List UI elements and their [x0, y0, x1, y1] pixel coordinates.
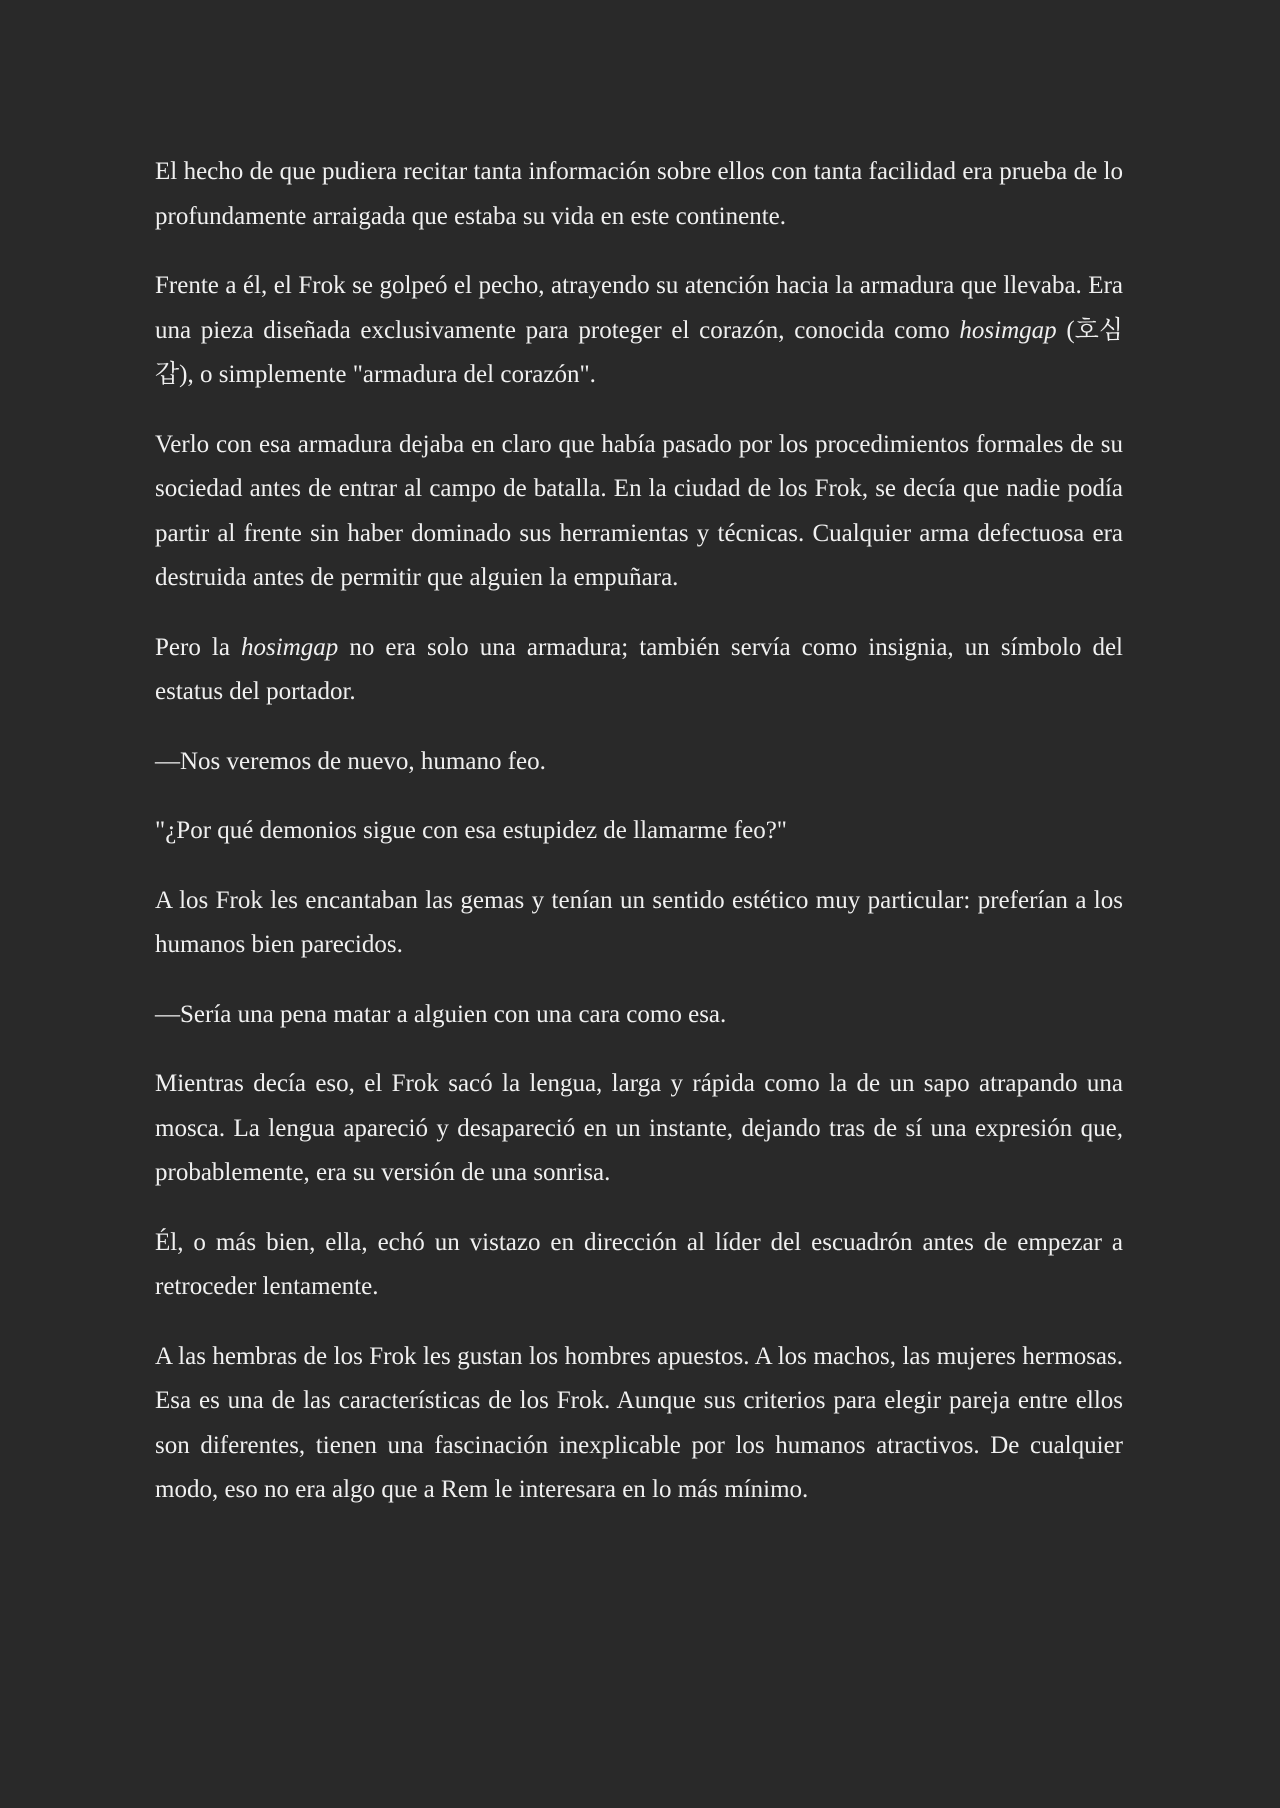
dialogue-line: —Sería una pena matar a alguien con una cara como esa.: [155, 1000, 727, 1028]
italic-term: hosimgap: [959, 316, 1057, 344]
paragraph-text: Frente a él, el Frok se golpeó el pecho, atrayendo su atención hacia la armadura que llevaba. Era una pieza diseñada exclusivamente para proteger el corazón, conocida como: [155, 272, 1123, 344]
paragraph-text: Pero la: [155, 633, 242, 661]
document-page: [155, 150, 1123, 1538]
paragraph: [155, 264, 1123, 398]
italic-term: hosimgap: [241, 633, 339, 661]
paragraph: Verlo con esa armadura dejaba en claro que había pasado por los procedimientos formales de su sociedad antes de entrar al campo de batalla. En la ciudad de los Frok, se decía que nadie podía partir al frente sin haber dominado sus herramientas y técnicas. Cualquier arma defectuosa era destruida antes de permitir que alguien la empuñara.: [155, 430, 1123, 591]
paragraph-text: (호심갑), o simplemente "armadura del corazón".: [155, 316, 1123, 388]
paragraph: A los Frok les encantaban las gemas y tenían un sentido estético muy particular: preferían a los humanos bien parecidos.: [155, 886, 1123, 958]
paragraph: [155, 626, 1123, 715]
paragraph: Mientras decía eso, el Frok sacó la lengua, larga y rápida como la de un sapo atrapando una mosca. La lengua apareció y desapareció en un instante, dejando tras de sí una expresión que, probablemente, era su versión de una sonrisa.: [155, 1070, 1123, 1186]
dialogue-line: —Nos veremos de nuevo, humano feo.: [155, 747, 546, 775]
paragraph: Él, o más bien, ella, echó un vistazo en dirección al líder del escuadrón antes de empezar a retroceder lentamente.: [155, 1228, 1123, 1300]
paragraph: El hecho de que pudiera recitar tanta información sobre ellos con tanta facilidad era prueba de lo profundamente arraigada que estaba su vida en este continente.: [155, 158, 1123, 230]
paragraph-text: no era solo una armadura; también servía como insignia, un símbolo del estatus del portador.: [155, 633, 1123, 705]
inner-thought: "¿Por qué demonios sigue con esa estupidez de llamarme feo?": [155, 817, 788, 844]
paragraph: A las hembras de los Frok les gustan los hombres apuestos. A los machos, las mujeres hermosas. Esa es una de las características de los Frok. Aunque sus criterios para elegir pareja entre ellos son diferentes, tienen una fascinación inexplicable por los humanos atractivos. De cualquier modo, eso no era algo que a Rem le interesara en lo más mínimo.: [155, 1342, 1123, 1503]
